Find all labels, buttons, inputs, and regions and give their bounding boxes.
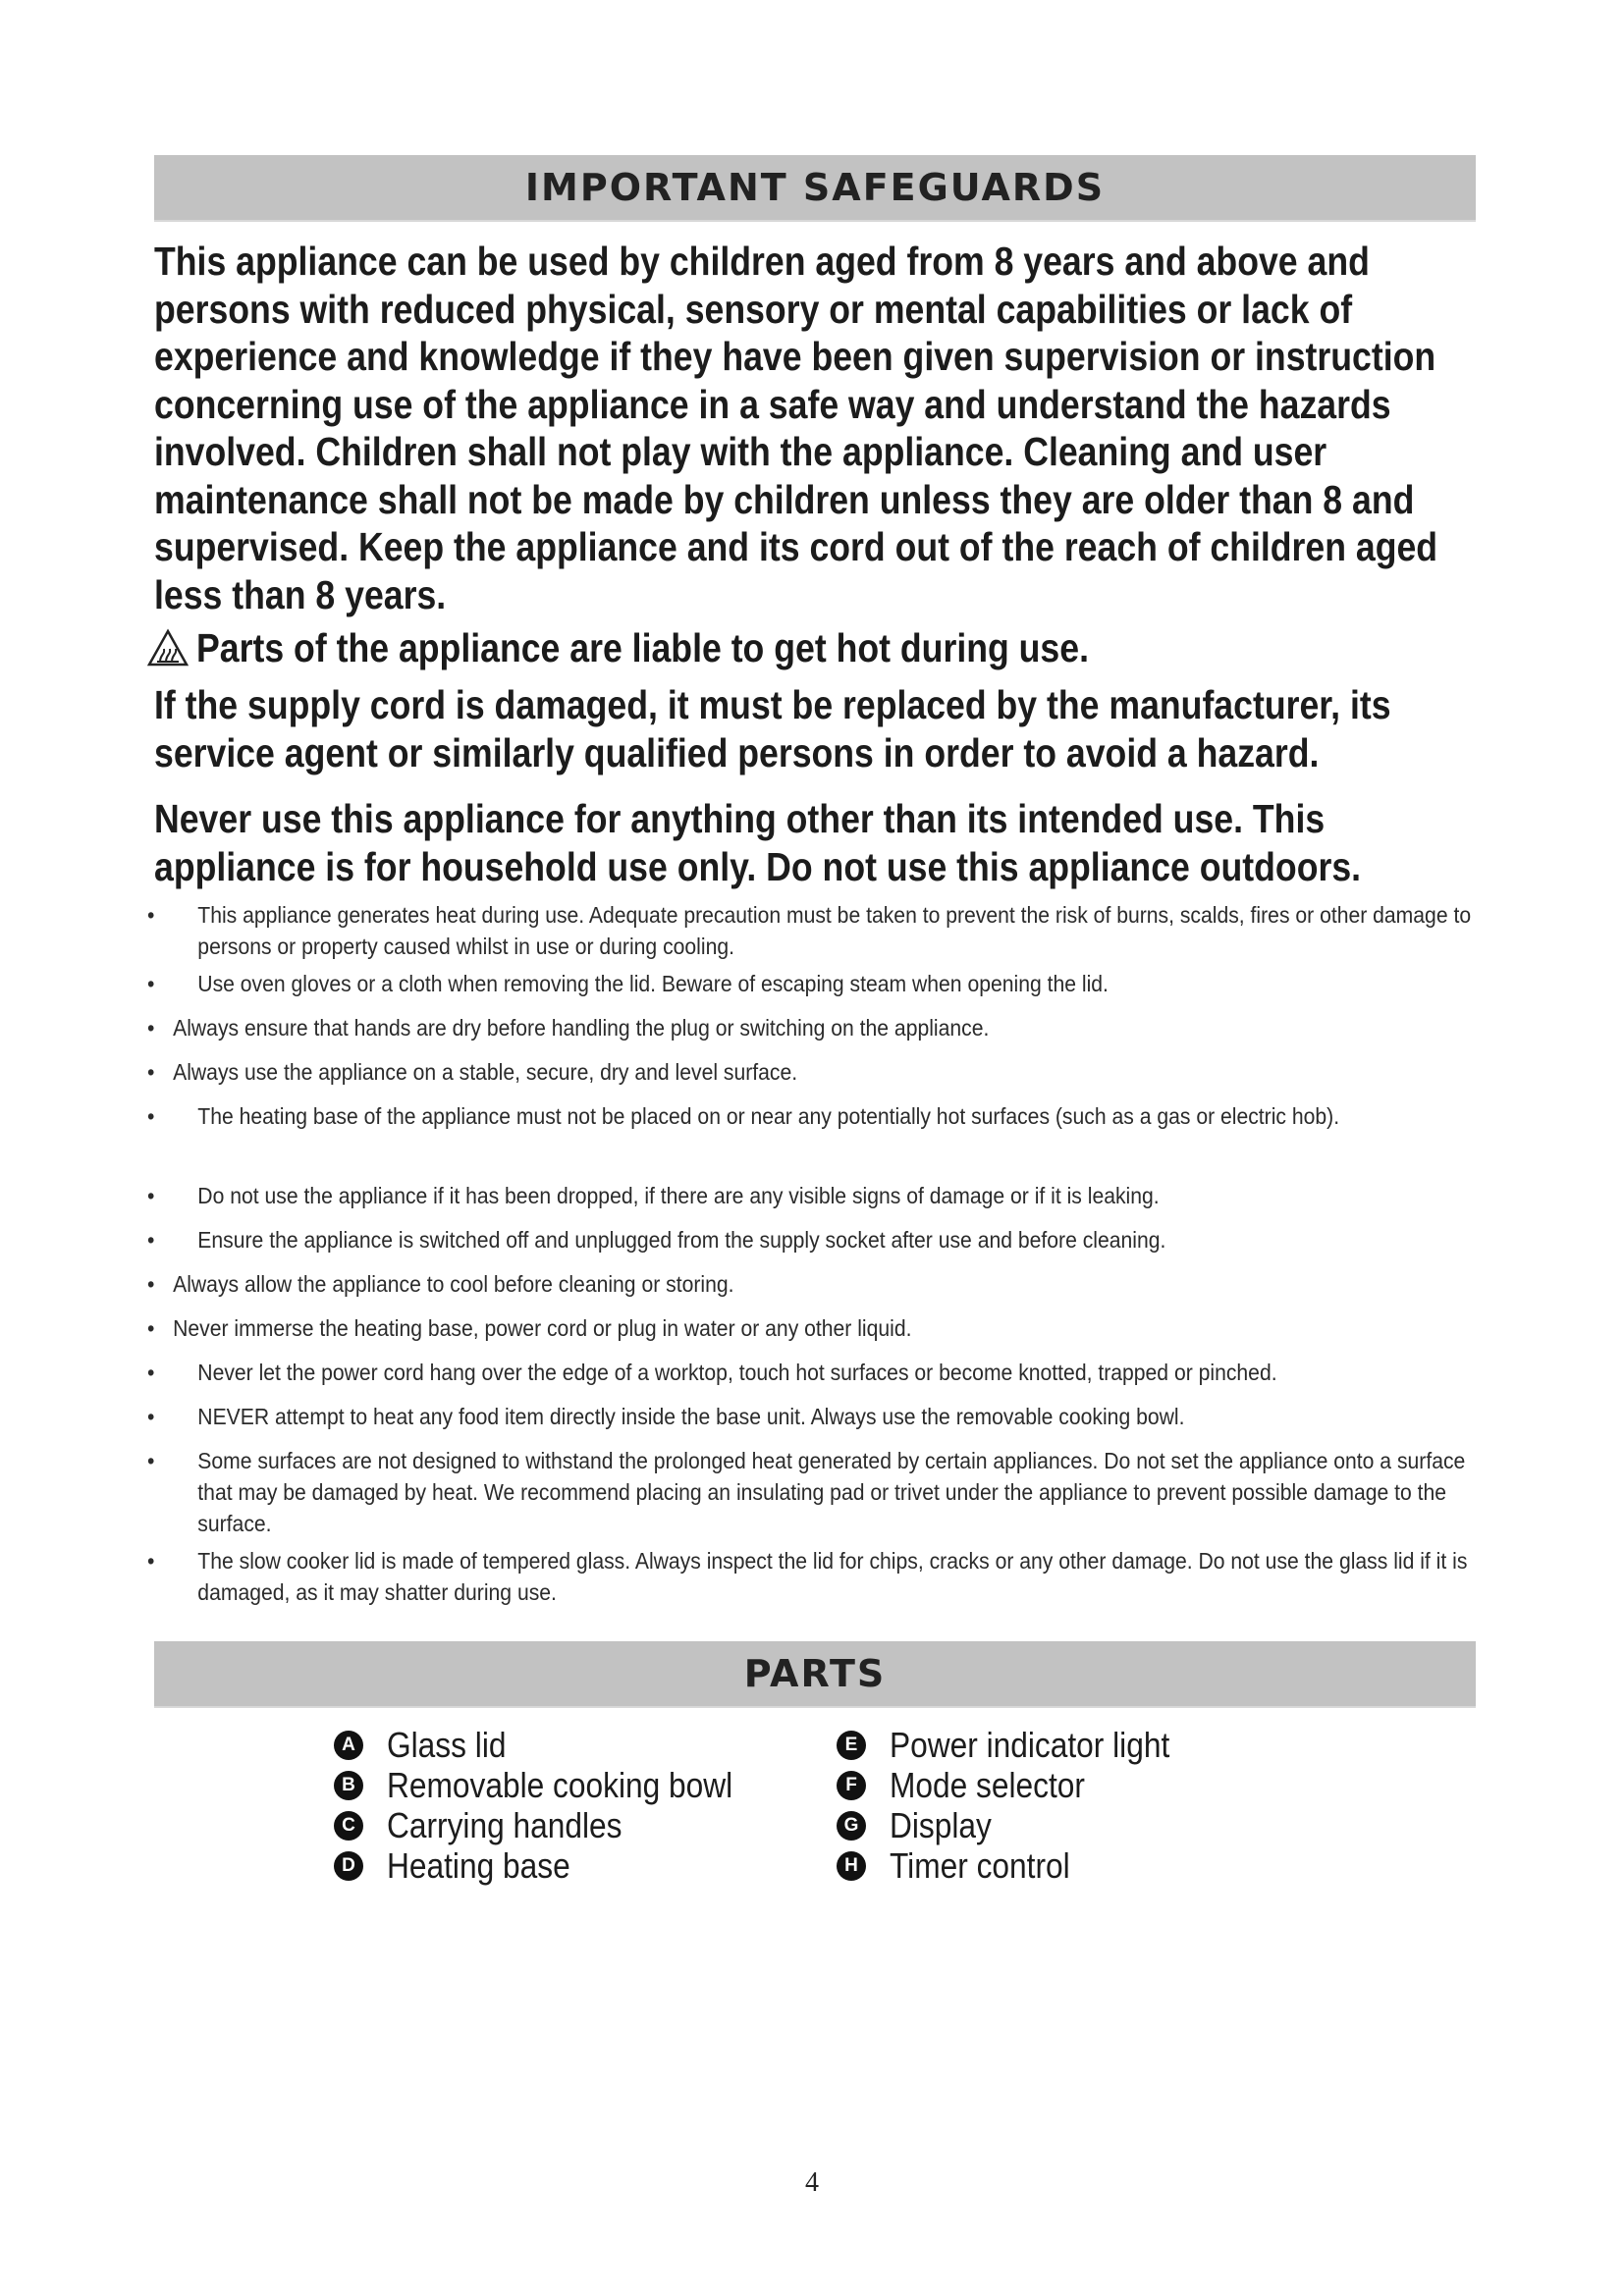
part-letter-badge: A xyxy=(334,1731,363,1760)
safeguards-title: IMPORTANT SAFEGUARDS xyxy=(524,166,1106,209)
bullet-item: • Never let the power cord hang over the edge of a worktop, touch hot surfaces or become knotted, trapped or pinched. xyxy=(147,1360,1277,1385)
bullet-item: • Always use the appliance on a stable, secure, dry and level surface. xyxy=(147,1059,798,1085)
part-letter-badge: D xyxy=(334,1851,363,1881)
bullet-item: • Always ensure that hands are dry before handling the plug or switching on the appliance. xyxy=(147,1015,990,1041)
parts-list-left xyxy=(334,1725,780,1886)
bullet-item: • The slow cooker lid is made of tempered glass. Always inspect the lid for chips, cracks or any other damage. Do not use the glass lid if it is damaged, as it may shatter during use. xyxy=(147,1548,1468,1605)
safety-bullet-list xyxy=(147,899,1483,1614)
part-item xyxy=(334,1725,780,1765)
part-item xyxy=(334,1805,780,1845)
part-label: Timer control xyxy=(890,1844,1070,1886)
bullet-item: • Ensure the appliance is switched off and unplugged from the supply socket after use and before cleaning. xyxy=(147,1227,1166,1253)
part-letter-badge: C xyxy=(334,1811,363,1841)
part-label: Carrying handles xyxy=(387,1804,623,1845)
safeguards-banner xyxy=(154,155,1476,222)
part-letter-badge: G xyxy=(837,1811,866,1841)
part-item xyxy=(837,1725,1208,1765)
part-label: Removable cooking bowl xyxy=(387,1764,733,1805)
part-label: Power indicator light xyxy=(890,1724,1170,1765)
bullet-item: • The heating base of the appliance must not be placed on or near any potentially hot surfaces (such as a gas or electric hob). xyxy=(147,1103,1340,1129)
safeguards-intro: This appliance can be used by children aged from 8 years and above and persons with reduced physical, sensory or mental capabilities or lack of experience and knowledge if they have been given supervision or instruction concerning use of the appliance in a safe way and understand the hazards involved. Children shall not play with the appliance. Cleaning and user maintenance shall not be made by children unless they are older than 8 and supervised. Keep the appliance and its cord out of the reach of children aged less than 8 years. xyxy=(154,239,1438,617)
bullet-item: • Some surfaces are not designed to withstand the prolonged heat generated by certain appliances. Do not set the appliance onto a surface that may be damaged by heat. We recommend placing an insulating pad or trivet under the appliance to prevent possible damage to the surface. xyxy=(147,1448,1466,1536)
part-label: Display xyxy=(890,1804,992,1845)
bullet-item: • Do not use the appliance if it has been dropped, if there are any visible signs of damage or if it is leaking. xyxy=(147,1183,1160,1208)
parts-banner xyxy=(154,1641,1476,1708)
bullet-item: • Use oven gloves or a cloth when removing the lid. Beware of escaping steam when opening the lid. xyxy=(147,971,1109,996)
bullet-item: • This appliance generates heat during use. Adequate precaution must be taken to prevent the risk of burns, scalds, fires or other damage to persons or property caused whilst in use or during cooling. xyxy=(147,902,1472,959)
part-label: Heating base xyxy=(387,1844,570,1886)
part-letter-badge: F xyxy=(837,1771,866,1800)
bullet-item: • NEVER attempt to heat any food item directly inside the base unit. Always use the removable cooking bowl. xyxy=(147,1404,1185,1429)
part-item xyxy=(334,1765,780,1805)
part-letter-badge: H xyxy=(837,1851,866,1881)
part-letter-badge: E xyxy=(837,1731,866,1760)
part-label: Mode selector xyxy=(890,1764,1085,1805)
hot-surface-warning-icon xyxy=(147,628,189,667)
part-letter-badge: B xyxy=(334,1771,363,1800)
cord-warning: If the supply cord is damaged, it must be replaced by the manufacturer, its service agent or similarly qualified persons in order to avoid a hazard. xyxy=(154,682,1391,775)
bullet-item: • Never immerse the heating base, power cord or plug in water or any other liquid. xyxy=(147,1315,912,1341)
part-item xyxy=(837,1765,1208,1805)
parts-title: PARTS xyxy=(743,1652,887,1695)
part-label: Glass lid xyxy=(387,1724,507,1765)
hot-warning-text: Parts of the appliance are liable to get hot during use. xyxy=(196,625,1089,670)
part-item xyxy=(837,1805,1208,1845)
bullet-item: • Always allow the appliance to cool before cleaning or storing. xyxy=(147,1271,734,1297)
parts-list-right xyxy=(837,1725,1208,1886)
use-warning: Never use this appliance for anything other than its intended use. This appliance is for household use only. Do not use this appliance outdoors. xyxy=(154,796,1362,889)
page-number: 4 xyxy=(805,2167,819,2198)
hot-warning-row xyxy=(147,624,1211,671)
part-item xyxy=(837,1845,1208,1886)
part-item xyxy=(334,1845,780,1886)
